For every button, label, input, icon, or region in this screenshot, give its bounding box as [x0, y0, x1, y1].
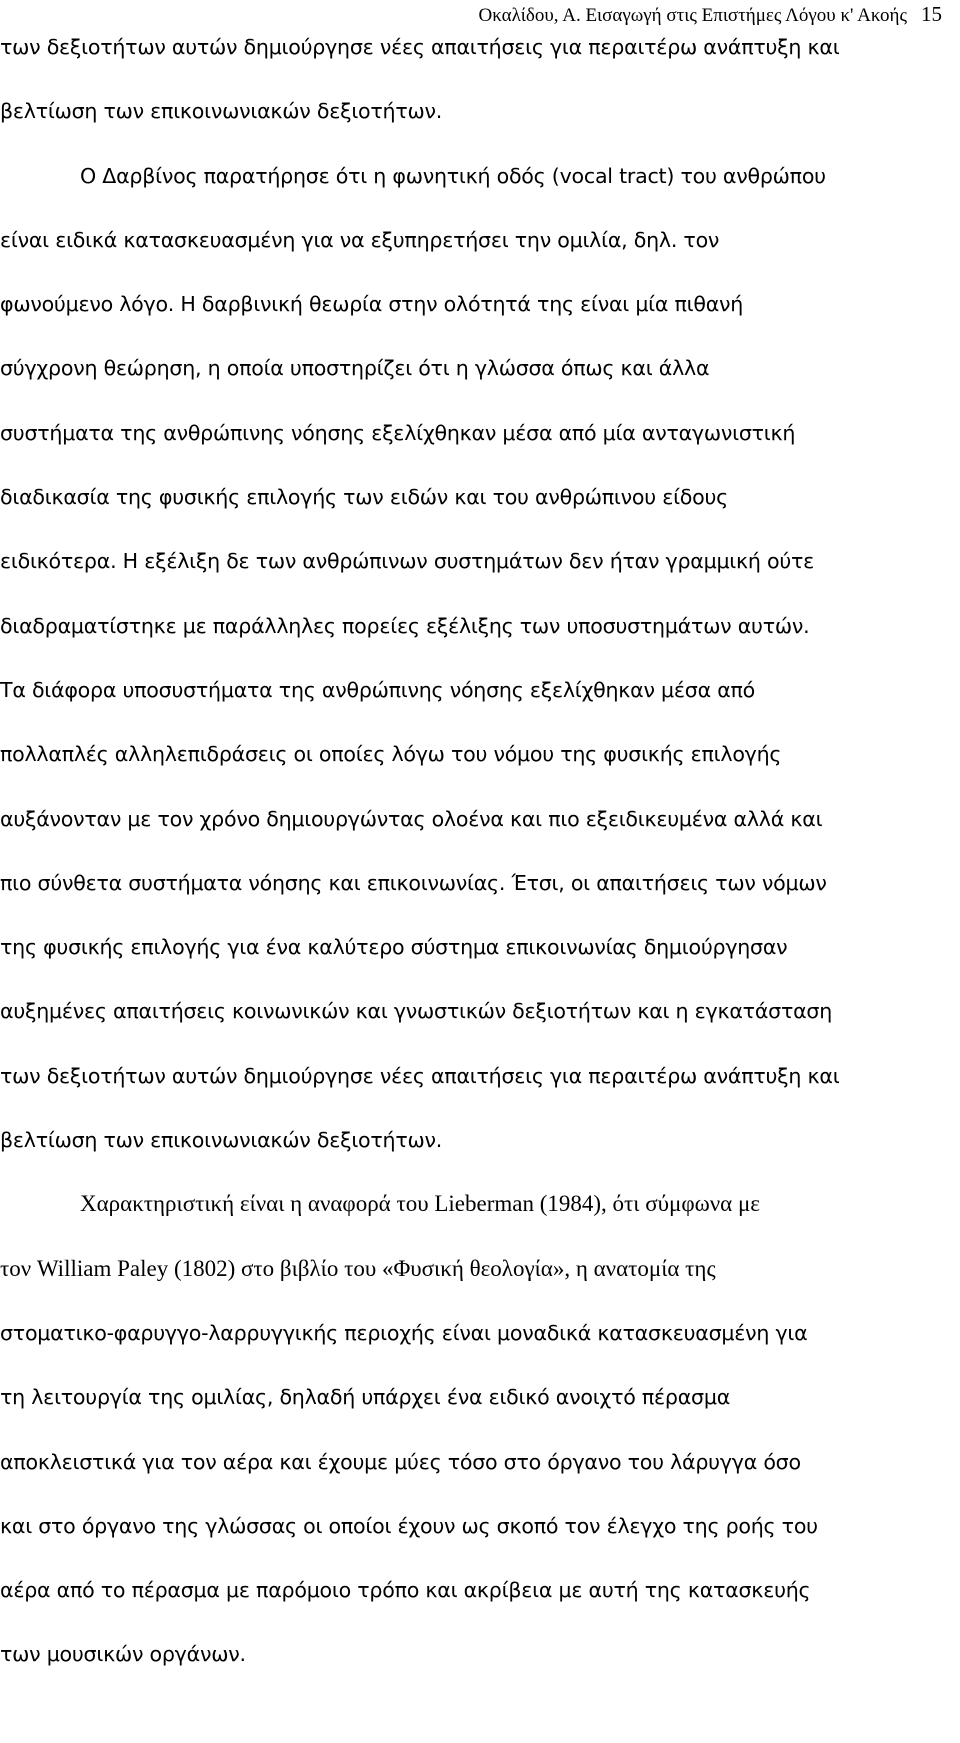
text-line: σύγχρονη θεώρηση, η οποία υποστηρίζει ότι η γλώσσα όπως και άλλα	[0, 356, 710, 381]
text-line: διαδραματίστηκε με παράλληλες πορείες εξέλιξης των υποσυστημάτων αυτών.	[0, 613, 810, 638]
running-header	[479, 2, 942, 28]
text-line: των δεξιοτήτων αυτών δημιούργησε νέες απαιτήσεις για περαιτέρω ανάπτυξη και	[0, 1063, 840, 1088]
text-line: τον William Paley (1802) στο βιβλίο του «Φυσική θεολογία», η ανατομία της	[0, 1255, 716, 1281]
text-line: της φυσικής επιλογής για ένα καλύτερο σύστημα επικοινωνίας δημιούργησαν	[0, 935, 788, 960]
text-line: βελτίωση των επικοινωνιακών δεξιοτήτων.	[0, 1128, 443, 1153]
text-line: στοματικο-φαρυγγο-λαρρυγγικής περιοχής είναι μοναδικά κατασκευασμένη για	[0, 1320, 808, 1345]
text-line: αέρα από το πέρασμα με παρόμοιο τρόπο και ακρίβεια με αυτή της κατασκευής	[0, 1578, 811, 1603]
text-line: αυξημένες απαιτήσεις κοινωνικών και γνωστικών δεξιοτήτων και η εγκατάσταση	[0, 999, 833, 1024]
text-line: των δεξιοτήτων αυτών δημιούργησε νέες απαιτήσεις για περαιτέρω ανάπτυξη και	[0, 35, 840, 59]
running-title: Οκαλίδου, Α. Εισαγωγή στις Επιστήμες Λόγου κ' Ακοής	[478, 5, 907, 26]
text-line: ειδικότερα. Η εξέλιξη δε των ανθρώπινων συστημάτων δεν ήταν γραμμική ούτε	[0, 549, 815, 574]
paragraph-start-line: Χαρακτηριστική είναι η αναφορά του Lieberman (1984), ότι σύμφωνα με	[80, 1191, 760, 1217]
body-text	[0, 31, 960, 1703]
text-line: τη λειτουργία της ομιλίας, δηλαδή υπάρχει ένα ειδικό ανοιχτό πέρασμα	[0, 1385, 731, 1410]
text-line: διαδικασία της φυσικής επιλογής των ειδών και του ανθρώπινου είδους	[0, 485, 729, 510]
text-line: αποκλειστικά για τον αέρα και έχουμε μύες τόσο στο όργανο του λάρυγγα όσο	[0, 1449, 801, 1474]
text-line: πολλαπλές αλληλεπιδράσεις οι οποίες λόγω του νόμου της φυσικής επιλογής	[0, 742, 782, 767]
text-line: είναι ειδικά κατασκευασμένη για να εξυπηρετήσει την ομιλία, δηλ. τον	[0, 227, 720, 252]
paragraph-start-line: Ο Δαρβίνος παρατήρησε ότι η φωνητική οδός (vocal tract) του ανθρώπου	[80, 163, 826, 188]
text-line: πιο σύνθετα συστήματα νόησης και επικοινωνίας. Έτσι, οι απαιτήσεις των νόμων	[0, 870, 827, 895]
text-line: Τα διάφορα υποσυστήματα της ανθρώπινης νόησης εξελίχθηκαν μέσα από	[0, 677, 756, 702]
text-line: φωνούμενο λόγο. Η δαρβινική θεωρία στην ολότητά της είναι μία πιθανή	[0, 292, 744, 317]
text-line: των μουσικών οργάνων.	[0, 1642, 246, 1667]
text-line: συστήματα της ανθρώπινης νόησης εξελίχθηκαν μέσα από μία ανταγωνιστική	[0, 420, 796, 445]
page-number: 15	[921, 2, 942, 26]
text-line: αυξάνονταν με τον χρόνο δημιουργώντας ολοένα και πιο εξειδικευμένα αλλά και	[0, 806, 823, 831]
text-line: και στο όργανο της γλώσσας οι οποίοι έχουν ως σκοπό τον έλεγχο της ροής του	[0, 1513, 818, 1538]
text-line: βελτίωση των επικοινωνιακών δεξιοτήτων.	[0, 99, 443, 124]
